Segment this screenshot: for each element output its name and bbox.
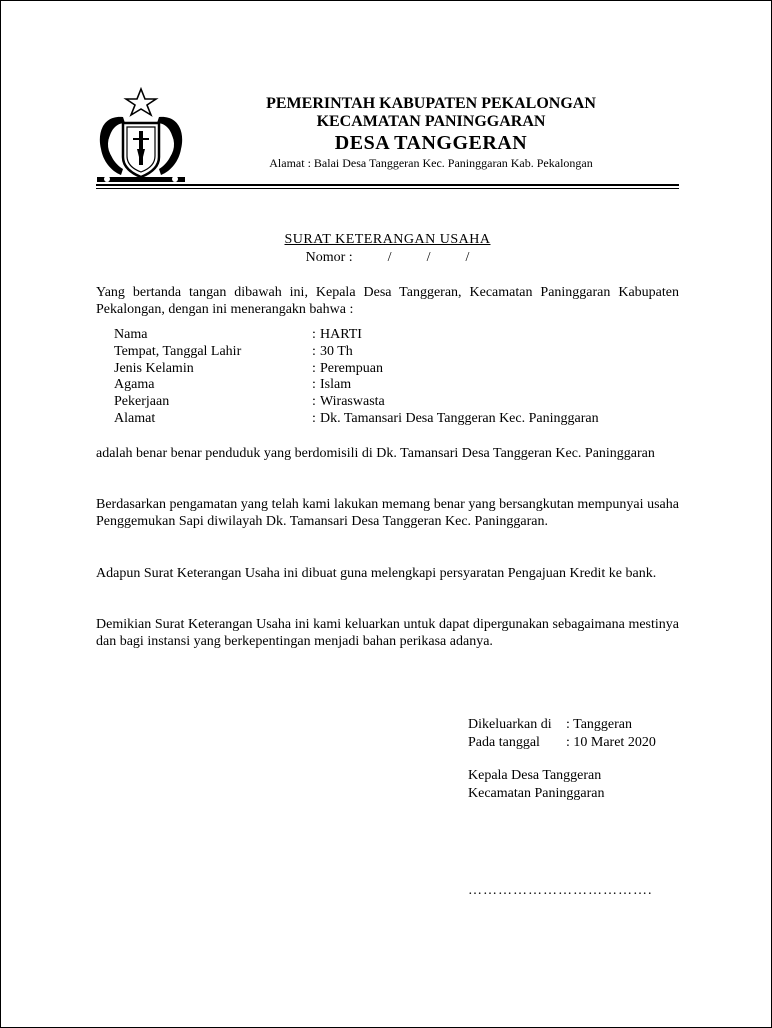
field-colon: : bbox=[312, 410, 316, 426]
signer-position: Kepala Desa Tanggeran bbox=[468, 768, 602, 783]
field-row bbox=[114, 394, 674, 411]
field-label: Nama bbox=[114, 327, 148, 342]
signature-line: ………………………………. bbox=[468, 883, 653, 898]
regency-emblem-icon bbox=[93, 87, 189, 187]
header-rule-thin bbox=[96, 188, 679, 189]
field-row bbox=[114, 344, 674, 361]
letterhead-address: Alamat : Balai Desa Tanggeran Kec. Paninggaran Kab. Pekalongan bbox=[269, 156, 593, 170]
intro-paragraph: Yang bertanda tangan dibawah ini, Kepala Desa Tanggeran, Kecamatan Paninggaran Kabupaten Pekalongan, dengan ini menerangakn bahwa : bbox=[96, 285, 679, 317]
field-colon: : bbox=[312, 394, 316, 410]
field-row bbox=[114, 377, 674, 394]
issue-place-row bbox=[468, 716, 632, 734]
field-row bbox=[114, 361, 674, 378]
letterhead-government: PEMERINTAH KABUPATEN PEKALONGAN bbox=[266, 95, 596, 112]
field-label: Pekerjaan bbox=[114, 394, 170, 410]
field-row bbox=[114, 327, 674, 344]
field-label: Alamat bbox=[114, 410, 156, 426]
purpose-paragraph: Adapun Surat Keterangan Usaha ini dibuat guna melengkapi persyaratan Pengajuan Kredit ke bank. bbox=[96, 566, 657, 581]
field-value: Dk. Tamansari Desa Tanggeran Kec. Paninggaran bbox=[320, 410, 599, 426]
letterhead-village: DESA TANGGERAN bbox=[334, 132, 528, 154]
field-value: Perempuan bbox=[320, 360, 383, 376]
field-colon: : bbox=[312, 327, 316, 342]
issue-date-value: : 10 Maret 2020 bbox=[566, 735, 656, 750]
issue-date-row bbox=[468, 734, 656, 752]
issue-place-value: : Tanggeran bbox=[566, 717, 633, 732]
observation-paragraph: Berdasarkan pengamatan yang telah kami lakukan memang benar yang bersangkutan mempunyai usaha Penggemukan Sapi diwilayah Dk. Tamansari Desa Tanggeran Kec. Paninggaran. bbox=[96, 497, 679, 529]
field-colon: : bbox=[312, 377, 316, 393]
field-colon: : bbox=[312, 343, 316, 359]
field-value: Wiraswasta bbox=[320, 394, 385, 410]
field-label: Tempat, Tanggal Lahir bbox=[114, 343, 242, 359]
letterhead bbox=[241, 95, 621, 171]
field-value: HARTI bbox=[320, 327, 362, 342]
field-colon: : bbox=[312, 360, 316, 376]
issue-place-label: Dikeluarkan di bbox=[468, 717, 552, 732]
signer-district: Kecamatan Paninggaran bbox=[468, 786, 605, 801]
letter-number: Nomor : / / / bbox=[305, 250, 470, 265]
closing-paragraph: Demikian Surat Keterangan Usaha ini kami keluarkan untuk dapat dipergunakan sebagaimana mestinya dan bagi instansi yang berkepentingan menjadi bahan perikasa adanya. bbox=[96, 617, 679, 649]
field-label: Agama bbox=[114, 377, 155, 393]
field-row bbox=[114, 411, 674, 428]
residency-paragraph: adalah benar benar penduduk yang berdomisili di Dk. Tamansari Desa Tanggeran Kec. Paninggaran bbox=[96, 446, 655, 461]
issue-date-label: Pada tanggal bbox=[468, 735, 540, 750]
header-rule-thick bbox=[96, 184, 679, 186]
field-value: 30 Th bbox=[320, 343, 353, 359]
letterhead-district: KECAMATAN PANINGGARAN bbox=[316, 113, 546, 130]
field-label: Jenis Kelamin bbox=[114, 360, 194, 376]
letter-title: SURAT KETERANGAN USAHA bbox=[284, 232, 491, 247]
person-details bbox=[114, 327, 674, 428]
field-value: Islam bbox=[320, 377, 352, 393]
